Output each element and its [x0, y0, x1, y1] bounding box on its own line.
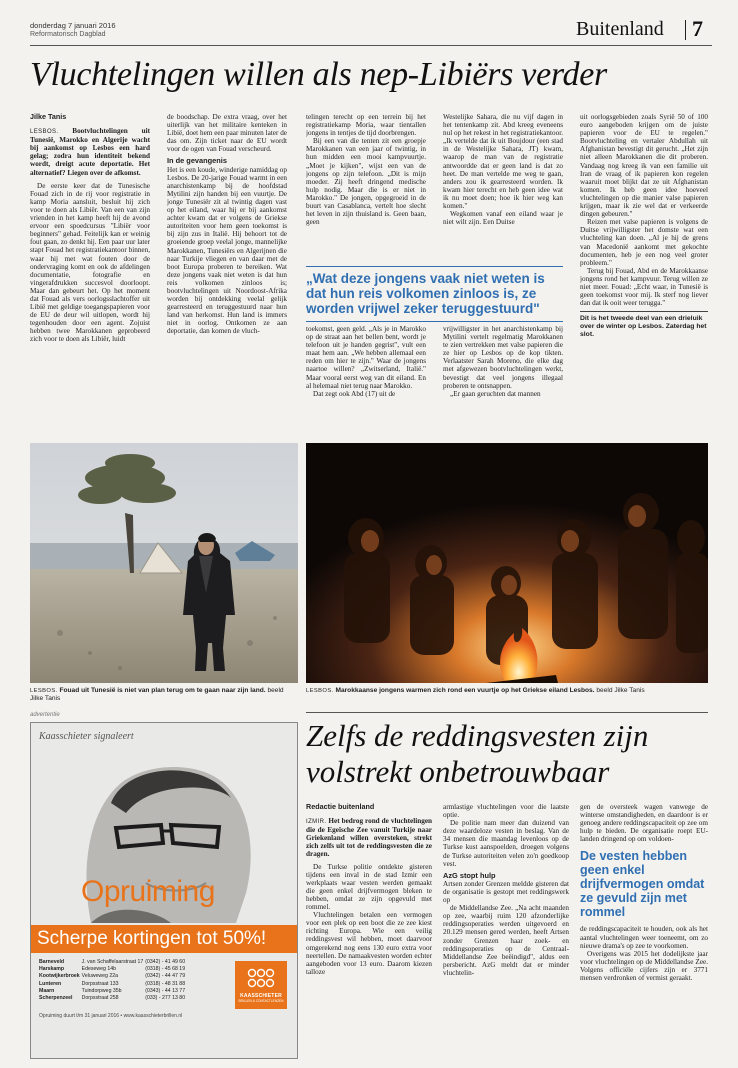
article2-lead-text: Het bedrog rond de vluchtelingen die de Egeïsche Zee vanuit Turkije naar Griekenland willen oversteken, strekt zich zelfs uit tot de reddingsvesten die ze dragen. [306, 817, 432, 859]
store-row [39, 959, 187, 966]
caption-left-kicker: LESBOS. [30, 688, 58, 694]
caption-right-credit: beeld Jilke Tanis [596, 687, 645, 694]
article2-headline-line-2: volstrekt onbetrouwbaar [306, 754, 610, 789]
store-row [39, 988, 187, 995]
store-address: Dorpsstraat 133 [81, 980, 119, 987]
masthead-paper: Reformatorisch Dagblad [30, 31, 106, 38]
campfire-scene-image [306, 443, 708, 683]
pull-quote-rule-top [306, 266, 563, 267]
article1-paragraph: Wegkomen vanaf een eiland waar je niet wilt zijn. Een Duitse [443, 210, 563, 227]
article2-paragraph: de Middellandse Zee. „Na acht maanden op zee, waarbij ruim 120 afzonderlijke reddingsoperaties werden uitgevoerd en 20.129 mensen gered werden, heeft Artsen zonder Grenzen haar zoek- en reddingsoperaties op de Centraal-Middellandse Zee beëindigd", aldus een persbericht. AzG meldt dat er minder vluchtelin- [443, 904, 569, 977]
ad-footer: Opruiming duurt t/m 31 januari 2016 • www.kaasschieterbrillen.nl [39, 1013, 183, 1019]
article1-paragraph: vrijwilligster in het anarchistenkamp bij Mytilini vertelt regelmatig Marokkanen te zien vertrekken met valse papieren die ze hier op Lesbos op de kop tikten. Verlaatster Sarah Moreno, die elke dag met afgewezen bootvluchtelingen werkt, bevestigt dat veel jongens illegaal proberen te ontsnappen. [443, 325, 563, 390]
caption-right-kicker: LESBOS. [306, 688, 334, 694]
caption-right-text: Marokkaanse jongens warmen zich rond een vuurtje op het Griekse eiland Lesbos. [335, 687, 595, 694]
article1-paragraph: telingen terecht op een terrein bij het registratiekamp Moria, waar tientallen jongens in tentjes de tijd doorbrengen. [306, 113, 426, 138]
store-city: Harskamp [39, 966, 65, 973]
photo-right-caption [306, 687, 708, 695]
store-row [39, 995, 187, 1002]
pull-quote-rule-bottom [306, 321, 563, 322]
ad-tagline: Kaasschieter signaleert [39, 731, 134, 742]
article2-headline [306, 718, 648, 790]
article2-headline-line-1: Zelfs de reddingsvesten zijn [306, 718, 649, 753]
article1-subheading: In de gevangenis [167, 156, 227, 166]
section-title: Buitenland [576, 18, 664, 40]
article2-lead [306, 817, 432, 858]
article1-paragraph: toekomst, geen geld. „Als je in Marokko op de straat aan het bellen bent, wordt je telefoon uit je handen gegrist", vult een maat hem aan. „We hebben allemaal een reden om hier te zijn." Waar de jongens naartoe willen? „Zwitserland, Italië." Maar vooral eerst weg van dit eiland. En al helemaal niet terug naar Marokko. [306, 325, 426, 390]
kaasschieter-logo [235, 961, 287, 1009]
store-city: Lunteren [39, 980, 62, 987]
ad-headline: Opruiming [81, 875, 215, 908]
logo-brand: KAASSCHIETER [240, 993, 282, 999]
store-address: Tuindorpweg 35b [81, 987, 122, 994]
photo-campfire [306, 443, 708, 683]
article1-paragraph: „Er gaan geruchten dat mannen [450, 389, 541, 398]
store-address: Edeseweg 14b [81, 966, 116, 973]
store-city: Maarn [39, 987, 55, 994]
article1-paragraph: de boodschap. De extra vraag, over het uiterlijk van het militaire kenteken in Libië, doet hem een paar minuten later de das om. Zijn ticket naar de EU wordt voor de ogen van Fouad verscheurd. [167, 113, 287, 154]
article1-headline: Vluchtelingen willen als nep-Libiërs verder [30, 56, 607, 93]
store-phone: (0318) - 45 68 19 [145, 966, 186, 973]
series-note: Dit is het tweede deel van een drieluik over de winter op Lesbos. Zaterdag het slot. [580, 315, 707, 339]
article2-paragraph: armlastige vluchtelingen voor die laatste optie. [443, 803, 569, 820]
store-phone: (0342) - 44 47 79 [145, 973, 186, 980]
beach-scene-image [30, 443, 298, 683]
ad-label: advertentie [30, 712, 60, 718]
photo-fouad-beach [30, 443, 298, 683]
store-phone: (0342) - 41 49 60 [145, 959, 186, 965]
article1-lead-text: Bootvluchtelingen uit Tunesië, Marokko en Algerije wacht bij aankomst op Lesbos een hard gelag; zodra hun identiteit bekend wordt, dreigt acute deportatie. Het alternatief? Liegen over de afkomst. [30, 127, 150, 177]
article2-paragraph: Overigens was 2015 het dodelijkste jaar voor vluchtelingen op de Middellandse Zee. Volgens officiële cijfers zijn er 3771 mensen verdronken of vermist geraakt. [580, 949, 708, 983]
store-city: Barneveld [39, 959, 65, 965]
article2-paragraph: gen de oversteek wagen vanwege de winterse omstandigheden, en daardoor is er genoeg andere reddingscapaciteit op zee om hulp te bieden. De organisatie roept EU-landen dringend op om voldoen- [580, 803, 708, 844]
article2-subheading: AzG stopt hulp [443, 870, 496, 880]
caption-left-credit: beeld Jilke Tanis [30, 687, 284, 702]
store-address: Dorpsstraat 258 [81, 995, 119, 1002]
series-note-rule [580, 311, 708, 312]
kaasschieter-ad[interactable] [30, 722, 298, 1059]
store-city: Kootwijkerbroek [39, 973, 80, 980]
store-row [39, 966, 187, 973]
masthead-rule [30, 45, 712, 46]
store-address: J. van Schaffelaarstraat 17 [81, 959, 144, 965]
article2-paragraph: De Turkse politie ontdekte gisteren tijdens een inval in de stad Izmir een werkplaats waar vesten werden gemaakt die geen enkel drijfvermogen bleken te hebben, omdat ze zijn opgevuld met rommel. [306, 862, 432, 912]
article1-lead [30, 127, 150, 177]
article2-pull-quote: De vesten hebben geen enkel drijfvermogen omdat ze gevuld zijn met rommel [580, 849, 705, 920]
article2-column-1 [306, 803, 432, 1059]
article1-paragraph: Reizen met valse papieren is volgens de Duitse vrijwilligster het domste wat een vluchteling kan doen. „Al je hij de grens van Macedonië aankomt met gekochte documenten, heb je een nog veel groter probleem." [580, 218, 708, 267]
article2-top-rule [306, 712, 708, 713]
article1-paragraph: Bij een van die tenten zit een groepje Marokkanen van een jaar of twintig, in hun midden een mooi kampvuurtje. „Moet je kijken", wijst een van de jongens op zijn telefoon. „Dit is mijn moeder. Zij heeft dringend medische hulp nodig. Maar die is er niet in Marokko." De jongen, opgegroeid in de buurt van Casablanca, vertelt hoe slecht het leven in zijn thuisland is. Geen baan, geen [306, 137, 426, 227]
article2-paragraph: Vluchtelingen betalen een vermogen voor een plek op een boot die ze zee kiest richting Europa. Wie een veilig reddingsvest wil hebben, moet daarvoor omgerekend nog eens 130 euro extra voor neertellen. De namaakvesten worden echter aangeboden voor 13 euro. Daarom kiezen talloze [306, 911, 432, 976]
caption-left-text: Fouad uit Tunesië is niet van plan terug om te gaan naar zijn land. [59, 687, 266, 694]
page-number: 7 [692, 16, 703, 41]
store-city: Scherpenzeel [39, 995, 73, 1002]
article2-paragraph: De politie nam meer dan duizend van deze waardeloze vesten in beslag. Van de 34 mensen die maandag levenloos op de Turkse kust aanspoelden, droegen volgens de Turkse autoriteiten velen zo'n goedkoop vest. [443, 819, 569, 868]
ad-discount-banner: Scherpe kortingen tot 50%! [31, 925, 297, 953]
article2-paragraph: de reddingscapaciteit te houden, ook als het aantal vluchtelingen weer toeneemt, om zo nieuwe drama's op zee te voorkomen. [580, 925, 708, 950]
store-row [39, 973, 187, 980]
article1-paragraph: Dat zegt ook Abd (17) uit de [313, 389, 396, 398]
article1-byline: Jilke Tanis [30, 113, 67, 121]
masthead-date: donderdag 7 januari 2016 [30, 21, 116, 30]
article2-byline: Redactie buitenland [306, 803, 375, 811]
article1-column-4-lower [443, 325, 563, 435]
article1-column-2 [167, 113, 287, 435]
article1-column-1 [30, 113, 150, 435]
masthead-divider [685, 20, 686, 40]
store-phone: (033) - 277 13 80 [145, 995, 186, 1002]
article1-kicker: LESBOS. [30, 129, 59, 136]
store-row [39, 981, 187, 988]
logo-circles-icon [246, 967, 276, 989]
store-address: Veluweweg 22a [81, 973, 118, 980]
photo-left-caption [30, 687, 298, 703]
article1-column-5 [580, 113, 708, 435]
article1-column-4 [443, 113, 563, 259]
logo-brand-sub: BRILLEN & CONTACTLENZEN [238, 999, 284, 1003]
store-phone: (0318) - 48 31 88 [145, 980, 186, 987]
article1-paragraph: Westelijke Sahara, die nu vijf dagen in het tentenkamp zit. Abd kreeg eveneens nul op het rekest in het registratiekantoor. „Ik vertelde dat ik uit Boujdour (een stad in de Westelijke Sahara, JT) kwam, waarop de man van de registratie antwoordde dat er geen land is dat zo heet. De man vertelde me weg te gaan, anders zou ik gearresteerd worden. Ik kwam hier terecht en heb geen idee wat ik nu moet doen; hoe ik hier weg kan komen." [443, 113, 563, 211]
article1-paragraph: Terug bij Fouad, Abd en de Marokkaanse jongens rond het kampvuur. Terug willen ze niet meer. Fouad: „Echt waar, in Tunesië is geen toekomst voor mij. Ik sterf nog liever dan dat ik ooit weer terugga." [580, 266, 708, 308]
store-phone: (0343) - 44 13 77 [145, 987, 186, 994]
article1-pull-quote: „Wat deze jongens vaak niet weten is dat hun reis volkomen zinloos is, ze worden vrijwel zeker teruggestuurd" [306, 271, 545, 316]
article1-paragraph: Het is een koude, winderige namiddag op Lesbos. De 20-jarige Fouad warmt in een anarchistenkamp bij de hoofdstad Mytilini zijn handen bij een vuurtje. De jonge Tunesiër zit al twintig dagen vast op het eiland, waar hij er bij aankomst achter kwam dat er volgens de Griekse autoriteiten voor hem geen toekomst is bij zijn zus in Italië. Hij behoort tot de groeiende groep veelal jonge, mannelijke Marokkanen, Tunesiërs en Algerijnen die naar Turkije vliegen en van daar met de boot Europa proberen te bereiken. Wat deze jongens vaak niet weten is dat hun reis volkomen zinloos is; bootvluchtelingen uit Noordoost-Afrika worden bij ontdekking veelal gelijk gearresteerd en teruggestuurd naar hun land van herkomst. Hun land is immers niet in oorlog. Ontkomen ze aan deportatie, dan komen de vluch- [167, 165, 287, 336]
article2-column-3 [580, 803, 708, 1059]
article1-paragraph: uit oorlogsgebieden zoals Syrië 50 of 100 euro aangeboden krijgen om de juiste papieren voor de EU te regelen." Bootvluchteling en vertaler Abdullah uit Afghanistan bevestigt dit gerucht. „Het zijn niet alleen Marokkanen die dit proberen. Vandaag nog kreeg ik van een familie uit Iran de vraag of ik papieren kon regelen waaruit moet blijkt dat ze uit Afghanistan komen. Ik heb geen idee hoeveel vluchtelingen op die manier valse papieren krijgen, maar ik zie wel dat er verkeerde dingen gebeuren." [580, 113, 708, 219]
article2-paragraph: Artsen zonder Grenzen meldde gisteren dat de organisatie is gestopt met reddingswerk op [443, 879, 569, 905]
article2-column-2 [443, 803, 569, 1059]
article1-column-3 [306, 113, 426, 259]
article1-column-3-lower [306, 325, 426, 435]
ad-store-table [39, 959, 187, 1002]
article1-paragraph: De eerste keer dat de Tunesische Fouad zich in de rij voor registratie in kamp Moria aansluit, besluit hij zich voor te doen als Libiër. Van een van zijn vrienden in het kamp heeft hij de avond ervoor een spoedcursus "Libiër voor beginners" gehad. Feitelijk kan er weinig fout gaan, zo denkt hij. Een paar uur later stapt Fouad het registratiekantoor binnen, waar hij met wat fouten door de ondervraging komt en ook de afdelingen documentatie, fotografie en vingerafdrukken succesvol doorloopt. Maar dan gebeurt het. Op het moment dat Fouad als vers oorlogsslachtoffer uit Libië met geldige toegangspapieren voor de EU de deur wil uitlopen, wordt hij tegenhouden door een agent. Zojuist hebben twee Marokkanen geprobeerd zich voor te doen als Libiër, luidt [30, 181, 150, 344]
article2-kicker: IZMIR. [306, 819, 327, 826]
